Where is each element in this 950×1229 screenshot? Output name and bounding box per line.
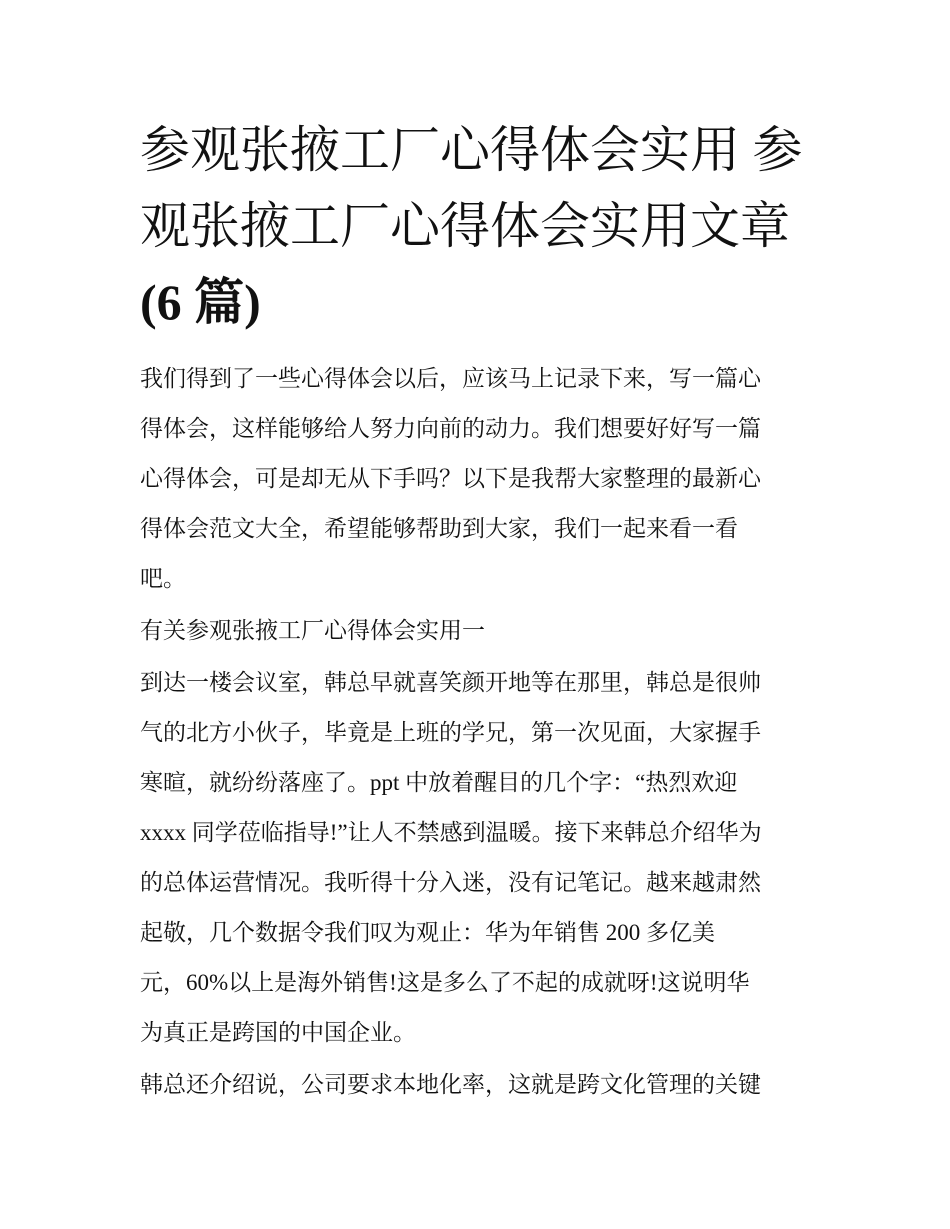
text-line: 我们得到了一些心得体会以后，应该马上记录下来，写一篇心: [140, 366, 761, 391]
paragraph-1: [140, 658, 830, 1058]
section-heading: 有关参观张掖工厂心得体会实用一: [140, 618, 485, 643]
title-line: 参观张掖工厂心得体会实用 参: [140, 122, 803, 178]
title-line: (6 篇): [140, 274, 261, 330]
page-title: [140, 112, 820, 340]
text-line: 起敬，几个数据令我们叹为观止：华为年销售 200 多亿美: [140, 920, 715, 945]
intro-paragraph: [140, 354, 830, 604]
text-line: 得体会范文大全，希望能够帮助到大家，我们一起来看一看: [140, 516, 738, 541]
text-line: 吧。: [140, 566, 186, 591]
text-line: 寒暄，就纷纷落座了。ppt 中放着醒目的几个字：“热烈欢迎: [140, 770, 738, 795]
text-line: 韩总还介绍说，公司要求本地化率，这就是跨文化管理的关键: [140, 1072, 761, 1097]
text-line: 为真正是跨国的中国企业。: [140, 1020, 416, 1045]
text-line: 心得体会，可是却无从下手吗？以下是我帮大家整理的最新心: [140, 466, 761, 491]
text-line: 的总体运营情况。我听得十分入迷，没有记笔记。越来越肃然: [140, 870, 761, 895]
text-line: 元，60%以上是海外销售!这是多么了不起的成就呀!这说明华: [140, 970, 750, 995]
text-line: xxxx 同学莅临指导!”让人不禁感到温暖。接下来韩总介绍华为: [140, 820, 762, 845]
paragraph-2: [140, 1060, 830, 1110]
title-line: 观张掖工厂心得体会实用文章: [140, 198, 790, 254]
text-line: 气的北方小伙子，毕竟是上班的学兄，第一次见面，大家握手: [140, 720, 761, 745]
text-line: 到达一楼会议室，韩总早就喜笑颜开地等在那里，韩总是很帅: [140, 670, 761, 695]
text-line: 得体会，这样能够给人努力向前的动力。我们想要好好写一篇: [140, 416, 761, 441]
